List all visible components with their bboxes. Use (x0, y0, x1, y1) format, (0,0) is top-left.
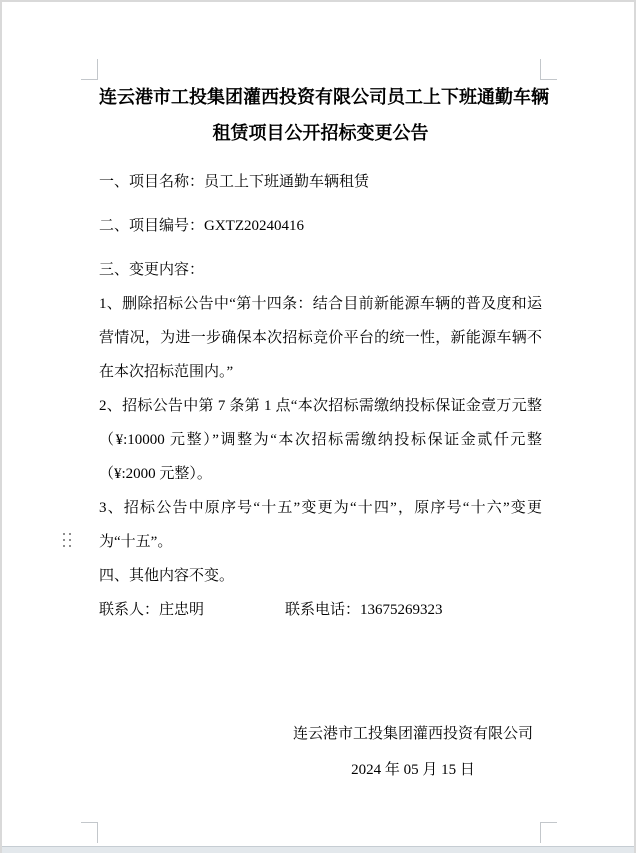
crop-mark-top-right (540, 59, 557, 80)
contact-person: 联系人：庄忠明 (99, 602, 205, 618)
document-title (99, 79, 549, 151)
document-body (99, 79, 549, 627)
contact-line (99, 593, 542, 627)
section-project-code: 二、项目编号：GXTZ20240416 (99, 218, 304, 234)
contact-phone: 联系电话：13675269323 (285, 602, 443, 618)
section-change-content-heading: 三、变更内容： (99, 262, 205, 278)
section-project-name: 一、项目名称：员工上下班通勤车辆租赁 (99, 174, 370, 190)
change-item-2: 2、招标公告中第 7 条第 1 点“本次招标需缴纳投标保证金壹万元整（¥:10000 元整）”调整为“本次招标需缴纳投标保证金贰仟元整（¥:2000 元整）。 (99, 398, 542, 482)
document-title-line-2: 租赁项目公开招标变更公告 (212, 123, 429, 143)
signature-company: 连云港市工投集团灌西投资有限公司 (292, 726, 533, 742)
crop-mark-bottom-right (540, 822, 557, 843)
change-item-1: 1、删除招标公告中“第十四条：结合目前新能源车辆的普及度和运营情况，为进一步确保本次招标竞价平台的统一性，新能源车辆不在本次招标范围内。” (99, 296, 542, 380)
change-item-3: 3、招标公告中原序号“十五”变更为“十四”，原序号“十六”变更为“十五”。 (99, 500, 542, 550)
page-bottom-edge (2, 846, 634, 853)
crop-mark-bottom-left (81, 822, 98, 843)
crop-mark-top-left (81, 59, 98, 80)
signature-block (284, 716, 542, 788)
paragraph-drag-handle-icon[interactable] (63, 533, 71, 547)
signature-date: 2024 年 05 月 15 日 (351, 762, 475, 778)
document-title-line-1: 连云港市工投集团灌西投资有限公司员工上下班通勤车辆 (99, 87, 549, 107)
section-other-unchanged: 四、其他内容不变。 (99, 568, 235, 584)
